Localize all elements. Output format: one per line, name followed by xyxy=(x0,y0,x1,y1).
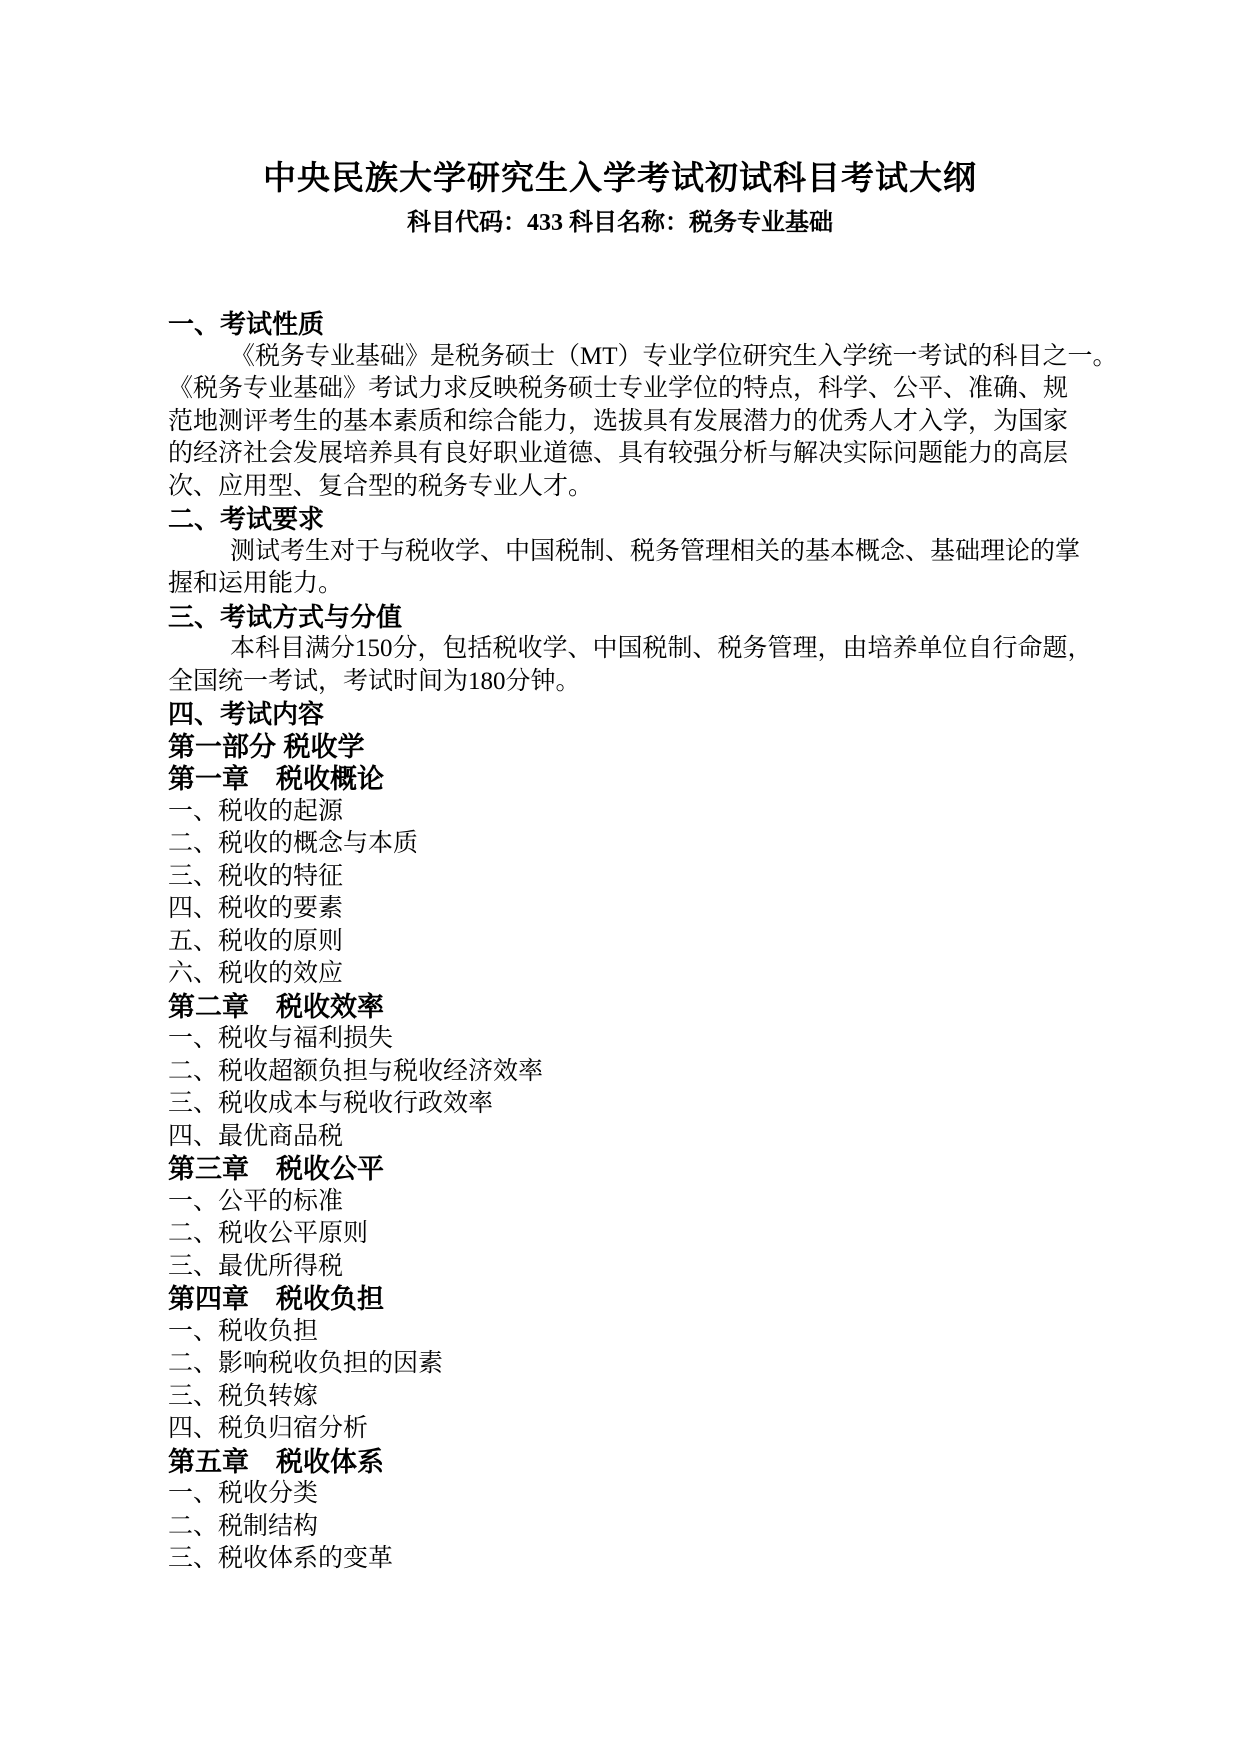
chapter-heading: 第四章 税收负担 xyxy=(168,1284,384,1314)
outline-item: 六、税收的效应 xyxy=(168,960,344,987)
outline-item: 四、税收的要素 xyxy=(168,895,344,922)
paragraph-line: 范地测评考生的基本素质和综合能力，选拔具有发展潜力的优秀人才入学，为国家 xyxy=(168,407,1069,435)
paragraph xyxy=(168,536,1081,601)
section-heading: 一、考试性质 xyxy=(168,309,325,339)
paragraph-line: 次、应用型、复合型的税务专业人才。 xyxy=(168,472,594,500)
outline-item: 二、税收的概念与本质 xyxy=(168,830,419,857)
document-body xyxy=(0,308,1240,1576)
outline-item: 三、税收成本与税收行政效率 xyxy=(168,1090,494,1117)
outline-item: 一、税收与福利损失 xyxy=(168,1025,394,1052)
paragraph xyxy=(168,633,1093,698)
section-heading: 二、考试要求 xyxy=(168,504,325,534)
document-title: 中央民族大学研究生入学考试初试科目考试大纲 xyxy=(263,161,977,197)
outline-item: 二、税收公平原则 xyxy=(168,1220,369,1247)
outline-item: 三、税负转嫁 xyxy=(168,1382,319,1410)
outline-item: 五、税收的原则 xyxy=(168,927,344,955)
paragraph xyxy=(168,341,1118,504)
document-subtitle: 科目代码：433 科目名称：税务专业基础 xyxy=(407,210,833,236)
section-heading: 四、考试内容 xyxy=(168,699,325,729)
part-heading: 第一部分 税收学 xyxy=(168,731,365,762)
chapter-heading: 第三章 税收公平 xyxy=(168,1154,384,1184)
outline-item: 三、最优所得税 xyxy=(168,1252,344,1280)
outline-item: 三、税收体系的变革 xyxy=(168,1545,394,1572)
outline-item: 四、最优商品税 xyxy=(168,1122,344,1150)
outline-item: 一、税收分类 xyxy=(168,1480,319,1507)
chapter-heading: 第一章 税收概论 xyxy=(168,764,384,794)
paragraph-line: 测试考生对于与税收学、中国税制、税务管理相关的基本概念、基础理论的掌 xyxy=(230,537,1081,565)
outline-item: 二、税制结构 xyxy=(168,1512,319,1540)
outline-item: 四、税负归宿分析 xyxy=(168,1415,369,1442)
chapter-heading: 第二章 税收效率 xyxy=(168,991,384,1022)
paragraph-line: 全国统一考试，考试时间为180分钟。 xyxy=(168,667,581,695)
outline-item: 一、公平的标准 xyxy=(168,1187,344,1215)
paragraph-line: 本科目满分150分，包括税收学、中国税制、税务管理，由培养单位自行命题， xyxy=(230,635,1093,662)
paragraph-line: 《税务专业基础》是税务硕士（MT）专业学位研究生入学统一考试的科目之一。 xyxy=(230,342,1118,370)
outline-item: 三、税收的特征 xyxy=(168,862,344,890)
section-heading: 三、考试方式与分值 xyxy=(168,601,403,632)
paragraph-line: 的经济社会发展培养具有良好职业道德、具有较强分析与解决实际问题能力的高层 xyxy=(168,440,1069,467)
outline-item: 二、税收超额负担与税收经济效率 xyxy=(168,1057,544,1085)
paragraph-line: 握和运用能力。 xyxy=(168,570,344,597)
outline-item: 一、税收负担 xyxy=(168,1317,319,1345)
outline-item: 二、影响税收负担的因素 xyxy=(168,1350,444,1377)
outline-item: 一、税收的起源 xyxy=(168,797,344,825)
paragraph-line: 《税务专业基础》考试力求反映税务硕士专业学位的特点，科学、公平、准确、规 xyxy=(168,375,1069,402)
chapter-heading: 第五章 税收体系 xyxy=(168,1446,384,1477)
